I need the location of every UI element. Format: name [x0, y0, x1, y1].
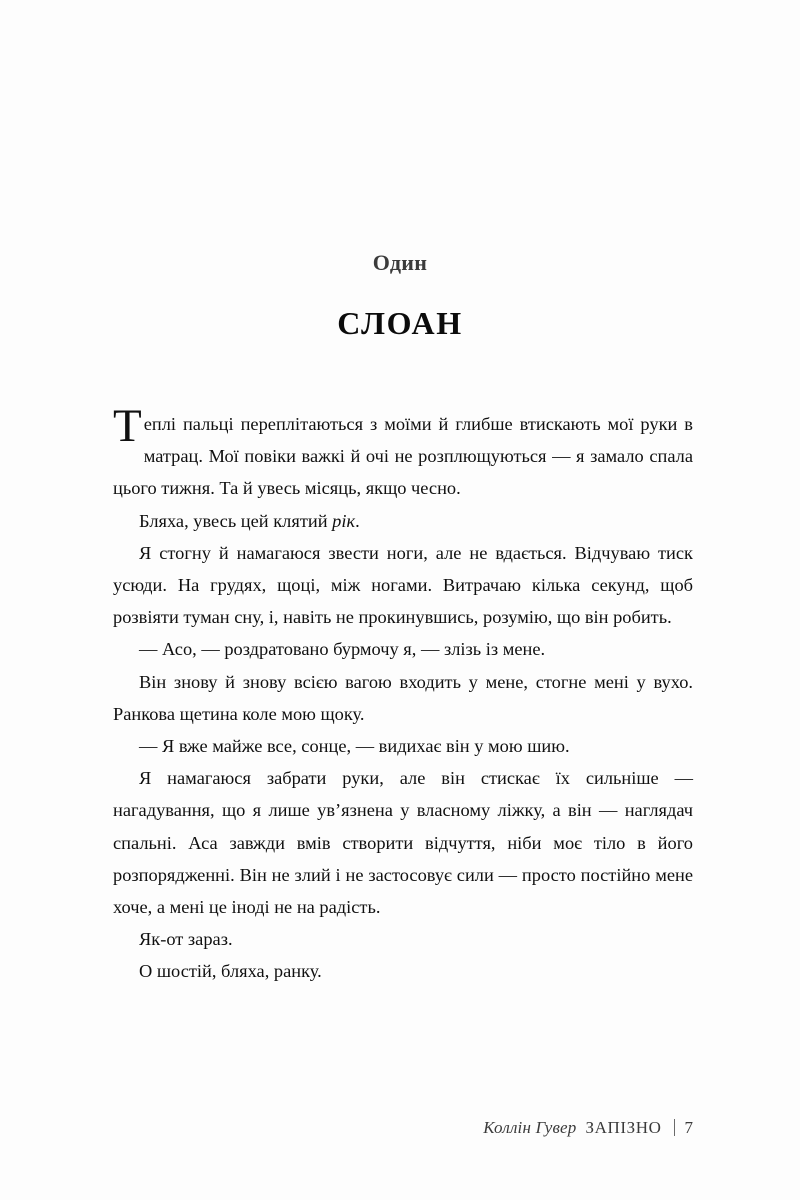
paragraph-1: Теплі пальці переплітаються з моїми й глибше втискають мої руки в матрац. Мої повіки важкі й очі не розплющуються — я замало спала цього тижня. Та й увесь місяць, якщо чесно.: [113, 400, 693, 499]
paragraph-8: Як-от зараз.: [139, 929, 233, 950]
footer-author-name: Коллін Гувер: [483, 1118, 577, 1137]
footer-page-number: 7: [684, 1118, 693, 1137]
paragraph-7: Я намагаюся забрати руки, але він стискає їх сильніше — нагадування, що я лише ув’язнена у власному ліжку, а він — наглядач спальні. Аса завжди вмів створити відчуття, ніби моє тіло в його розпорядженні. Він не злий і не застосовує сили — просто постійно мене хоче, а мені це іноді не на радість.: [113, 768, 693, 918]
paragraph-2: [113, 505, 693, 537]
emphasis-rik: рік: [332, 510, 356, 531]
paragraph-9: О шостій, бляха, ранку.: [139, 961, 322, 982]
paragraph-3: Я стогну й намагаюся звести ноги, але не вдається. Відчуваю тиск усюди. На грудях, щоці, між ногами. Витрачаю кілька секунд, щоб розвіяти туман сну, і, навіть не прокинувшись, розумію, що він робить.: [113, 542, 693, 628]
body-text-block: [113, 400, 693, 988]
footer-book-title: ЗАПІЗНО: [585, 1118, 662, 1137]
paragraph-4-dialogue: — Асо, — роздратовано бурмочу я, — злізь із мене.: [139, 639, 546, 660]
chapter-heading-block: [0, 252, 800, 339]
paragraph-2-lead: Бляха, увесь цей клятий: [139, 510, 333, 531]
paragraph-5: Він знову й знову всією вагою входить у мене, стогне мені у вухо. Ранкова щетина коле мою щоку.: [113, 671, 693, 724]
chapter-number: Один: [372, 250, 428, 275]
running-footer: [113, 1118, 693, 1138]
chapter-title: СЛОАН: [337, 305, 463, 341]
paragraph-2-tail: .: [355, 510, 360, 531]
footer-separator-rule: [674, 1119, 675, 1136]
paragraph-6-dialogue: — Я вже майже все, сонце, — видихає він у мою шию.: [139, 736, 570, 757]
